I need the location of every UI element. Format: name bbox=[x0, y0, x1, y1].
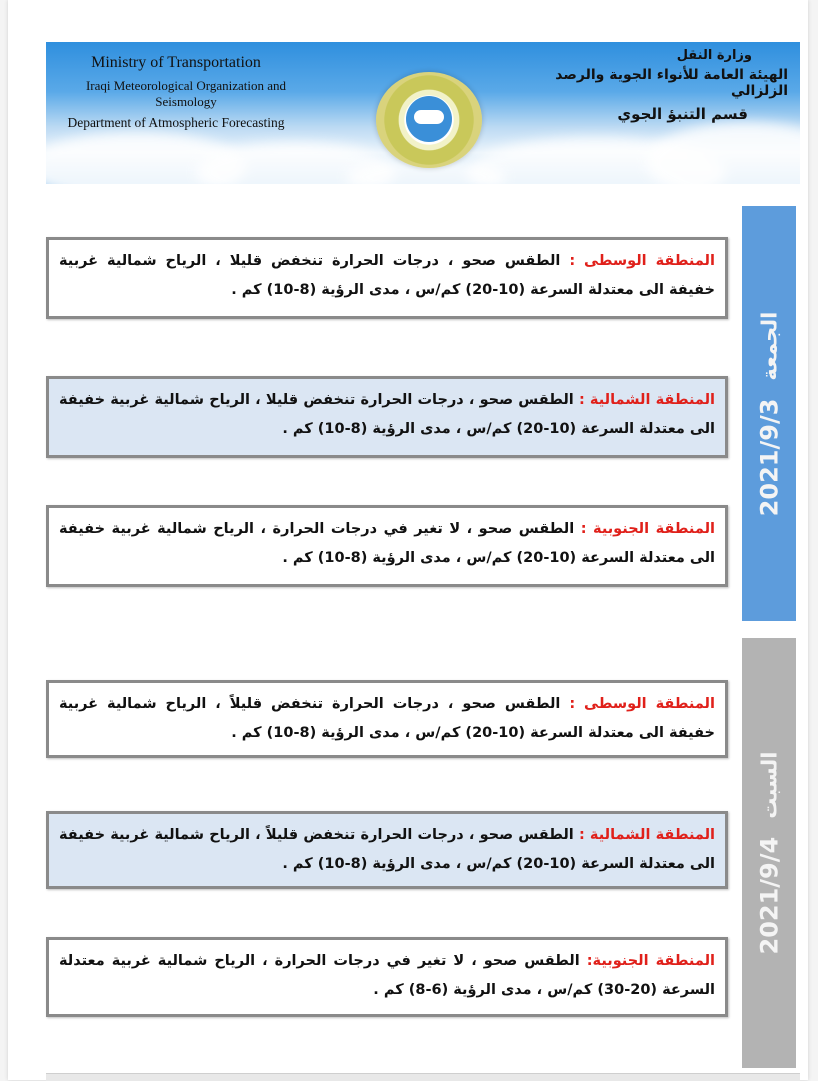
day-label-saturday bbox=[742, 638, 796, 1068]
document-page bbox=[8, 0, 808, 1080]
forecast-box bbox=[46, 811, 728, 889]
forecast-text: الطقس صحو ، لا تغير في درجات الحرارة ، الرياح شمالية غربية معتدلة السرعة (20-30) كم/س ، مدى الرؤية (6-8) كم . bbox=[59, 953, 715, 998]
forecast-box bbox=[46, 937, 728, 1017]
header-banner bbox=[46, 42, 800, 184]
region-label: المنطقة الجنوبية : bbox=[580, 521, 715, 537]
region-label: المنطقة الشمالية : bbox=[578, 392, 715, 408]
day-date: 2021/9/3 bbox=[755, 398, 783, 516]
region-label: المنطقة الشمالية : bbox=[578, 827, 715, 843]
forecast-text: الطقس صحو ، درجات الحرارة تنخفض قليلاً ، الرياح شمالية غربية خفيفة الى معتدلة السرعة (10-20) كم/س ، مدى الرؤية (8-10) كم . bbox=[59, 827, 715, 872]
header-english-text bbox=[56, 54, 316, 131]
day-name: الجمعة bbox=[757, 311, 781, 381]
day-name: السبت bbox=[757, 751, 781, 819]
forecast-box bbox=[46, 376, 728, 458]
forecast-text: الطقس صحو ، لا تغير في درجات الحرارة ، الرياح شمالية غربية خفيفة الى معتدلة السرعة (10-20) كم/س ، مدى الرؤية (8-10) كم . bbox=[59, 521, 715, 566]
header-arabic-text bbox=[528, 48, 788, 123]
ministry-name-en: Ministry of Transportation bbox=[91, 54, 261, 71]
forecast-box bbox=[46, 680, 728, 758]
forecast-box bbox=[46, 237, 728, 319]
organization-name-ar: الهيئة العامة للأنواء الجوية والرصد الزلزالي bbox=[555, 67, 788, 99]
logo-cloud-icon bbox=[414, 110, 444, 124]
day-date: 2021/9/4 bbox=[755, 836, 783, 955]
forecast-box bbox=[46, 505, 728, 587]
forecast-text: الطقس صحو ، درجات الحرارة تنخفض قليلا ، الرياح شمالية غربية خفيفة الى معتدلة السرعة (10-20) كم/س ، مدى الرؤية (8-10) كم . bbox=[59, 253, 715, 298]
department-name-ar: قسم التنبؤ الجوي bbox=[617, 105, 748, 123]
department-name-en: Department of Atmospheric Forecasting bbox=[67, 115, 285, 130]
organization-logo bbox=[376, 72, 482, 168]
day-label-friday bbox=[742, 206, 796, 621]
region-label: المنطقة الوسطى : bbox=[569, 253, 715, 269]
organization-name-en: Iraqi Meteorological Organization and Seismology bbox=[85, 78, 287, 109]
region-label: المنطقة الجنوبية: bbox=[586, 953, 715, 969]
ministry-name-ar: وزارة النقل bbox=[676, 48, 752, 63]
forecast-text: الطقس صحو ، درجات الحرارة تنخفض قليلا ، الرياح شمالية غربية خفيفة الى معتدلة السرعة (10-20) كم/س ، مدى الرؤية (8-10) كم . bbox=[59, 392, 715, 437]
forecast-text: الطقس صحو ، درجات الحرارة تنخفض قليلاً ، الرياح شمالية غربية خفيفة الى معتدلة السرعة (10-20) كم/س ، مدى الرؤية (8-10) كم . bbox=[59, 696, 715, 741]
region-label: المنطقة الوسطى : bbox=[569, 696, 715, 712]
